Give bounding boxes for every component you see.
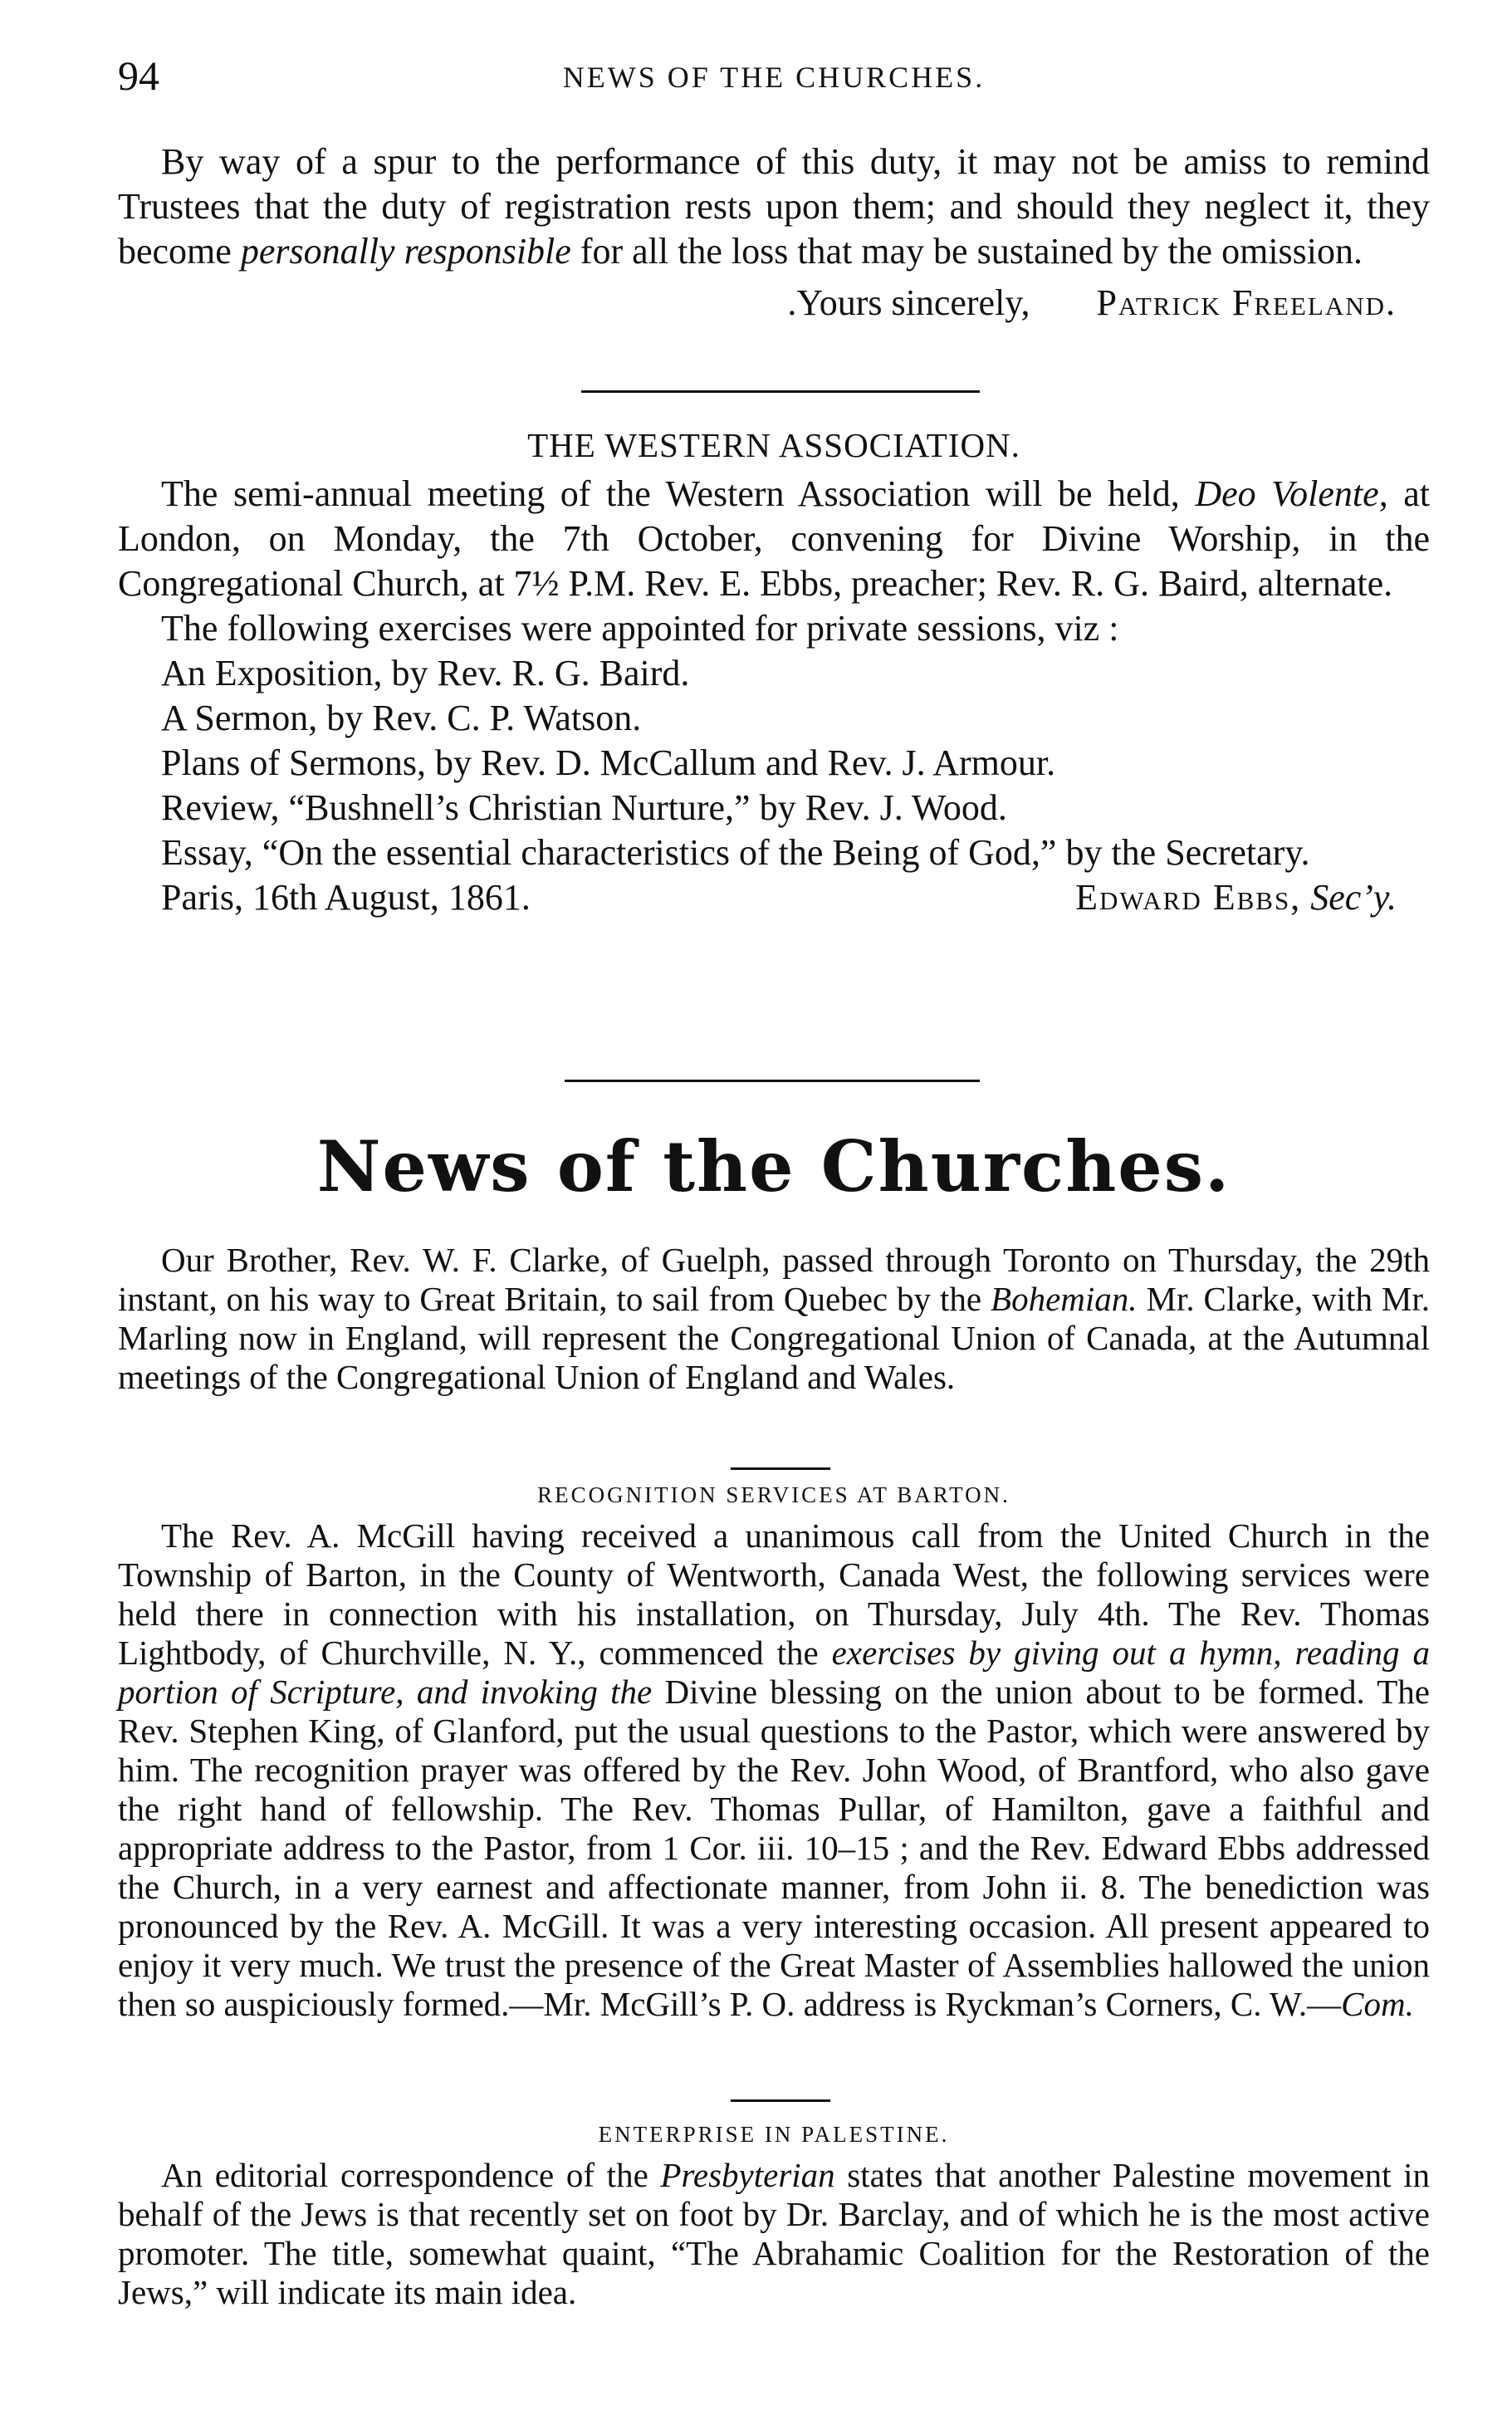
notice-date: Paris, 16th August, 1861. (161, 877, 531, 918)
clarke-paragraph (118, 1241, 1430, 1397)
association-signature-row (118, 875, 1430, 920)
text: for all the loss that may be sustained by the omission. (570, 231, 1363, 272)
exercise-item: A Sermon, by Rev. C. P. Watson. (161, 698, 642, 738)
exercise-item: An Exposition, by Rev. R. G. Baird. (161, 653, 690, 693)
signature-title: Sec’y. (1310, 877, 1397, 918)
running-title: NEWS OF THE CHURCHES. (562, 61, 986, 94)
exercise-essay: Essay, “On the essential characteristics of the Being of God,” by the Secretary. (161, 832, 1310, 873)
barton-section (118, 1482, 1430, 2024)
text: The Rev. A. McGill having received a unanimous call from the United Church in the Township of Barton, in the County of Wentworth, Canada West, the following services were held there in connection with his installation, on Thursday, July 4th. The Rev. Thomas Lightbody, of Churchville, N. Y., commenced the (118, 1516, 1430, 1672)
signature-name: Edward Ebbs, (1075, 877, 1302, 918)
text: An editorial correspondence of the (161, 2156, 661, 2194)
letter-paragraph (118, 140, 1430, 274)
page-header (118, 51, 1430, 101)
emphasis: Deo Volente (1195, 473, 1379, 514)
letter-signature: Patrick Freeland. (1096, 282, 1397, 323)
emphasis: Presbyterian (660, 2156, 835, 2194)
section-heading: THE WESTERN ASSOCIATION. (527, 426, 1020, 464)
text: , at London, on Monday, the 7th October, convening for Divine Worship, in the Congregational Church, at 7½ P.M. Rev. E. Ebbs, preacher; Rev. R. G. Baird, alternate. (118, 473, 1430, 604)
text: By way of a spur to the performance of this duty, it may not be amiss to remind Trustees that the duty of registration rests upon them; and should they neglect it, they become (118, 141, 1430, 272)
letter-section (118, 140, 1430, 326)
text: states that another Palestine movement in behalf of the Jews is that recently set on foot by Dr. Barclay, and of which he is the most active promoter. The title, somewhat quaint, “The Abrahamic Coalition for the Restoration of the Jews,” will indicate its main idea. (118, 2156, 1430, 2311)
exercise-item: Review, “Bushnell’s Christian Nurture,” by Rev. J. Wood. (161, 787, 1007, 828)
association-notice (118, 472, 1430, 606)
notice-signature (1075, 875, 1397, 920)
news-section (118, 1125, 1430, 1397)
barton-paragraph (118, 1516, 1430, 2024)
text: Mr. Clarke, with Mr. Marling now in England, will represent the Congregational Union of Canada, at the Autumnal meetings of the Congregational Union of England and Wales. (118, 1280, 1430, 1396)
western-association-section (118, 425, 1430, 920)
emphasis: personally responsible (240, 231, 571, 272)
section-heading: ENTERPRISE IN PALESTINE. (598, 2122, 950, 2147)
divider-rule (581, 390, 980, 393)
text: The semi-annual meeting of the Western Association will be held, (161, 473, 1196, 514)
news-title: News of the Churches. (316, 1125, 1231, 1208)
exercise-item: Plans of Sermons, by Rev. D. McCallum and Rev. J. Armour. (161, 742, 1056, 783)
emphasis: Com. (1341, 1985, 1414, 2023)
text: Divine blessing on the union about to be formed. The Rev. Stephen King, of Glanford, put the usual questions to the Pastor, which were answered by him. The recognition prayer was offered by the Rev. John Wood, of Brantford, who also gave the right hand of fellowship. The Rev. Thomas Pullar, of Hamilton, gave a faithful and appropriate address to the Pastor, from 1 Cor. iii. 10–15 ; and the Rev. Edward Ebbs addressed the Church, in a very earnest and affectionate manner, from John ii. 8. The benediction was pronounced by the Rev. A. McGill. It was a very interesting occasion. All present appeared to enjoy it very much. We trust the presence of the Great Master of Assemblies hallowed the union then so auspiciously formed.—Mr. McGill’s P. O. address is Ryckman’s Corners, C. W.— (118, 1673, 1430, 2023)
letter-closing: .Yours sincerely, (787, 282, 1030, 323)
text: Our Brother, Rev. W. F. Clarke, of Guelph, passed through Toronto on Thursday, the 29th instant, on his way to Great Britain, to sail from Quebec by the (118, 1241, 1430, 1318)
section-heading: RECOGNITION SERVICES AT BARTON. (537, 1482, 1010, 1507)
palestine-paragraph (118, 2156, 1430, 2312)
palestine-section (118, 2122, 1430, 2312)
divider-rule (565, 1080, 980, 1082)
divider-rule (731, 2099, 830, 2102)
exercises-intro: The following exercises were appointed for private sessions, viz : (161, 608, 1119, 649)
emphasis: Bohemian. (991, 1280, 1138, 1318)
divider-rule (731, 1467, 830, 1470)
page-number: 94 (118, 52, 159, 99)
letter-closing-row (118, 281, 1430, 326)
emphasis: exercises by giving out a hymn, reading a portion of Scripture, and invoking the (118, 1634, 1430, 1711)
